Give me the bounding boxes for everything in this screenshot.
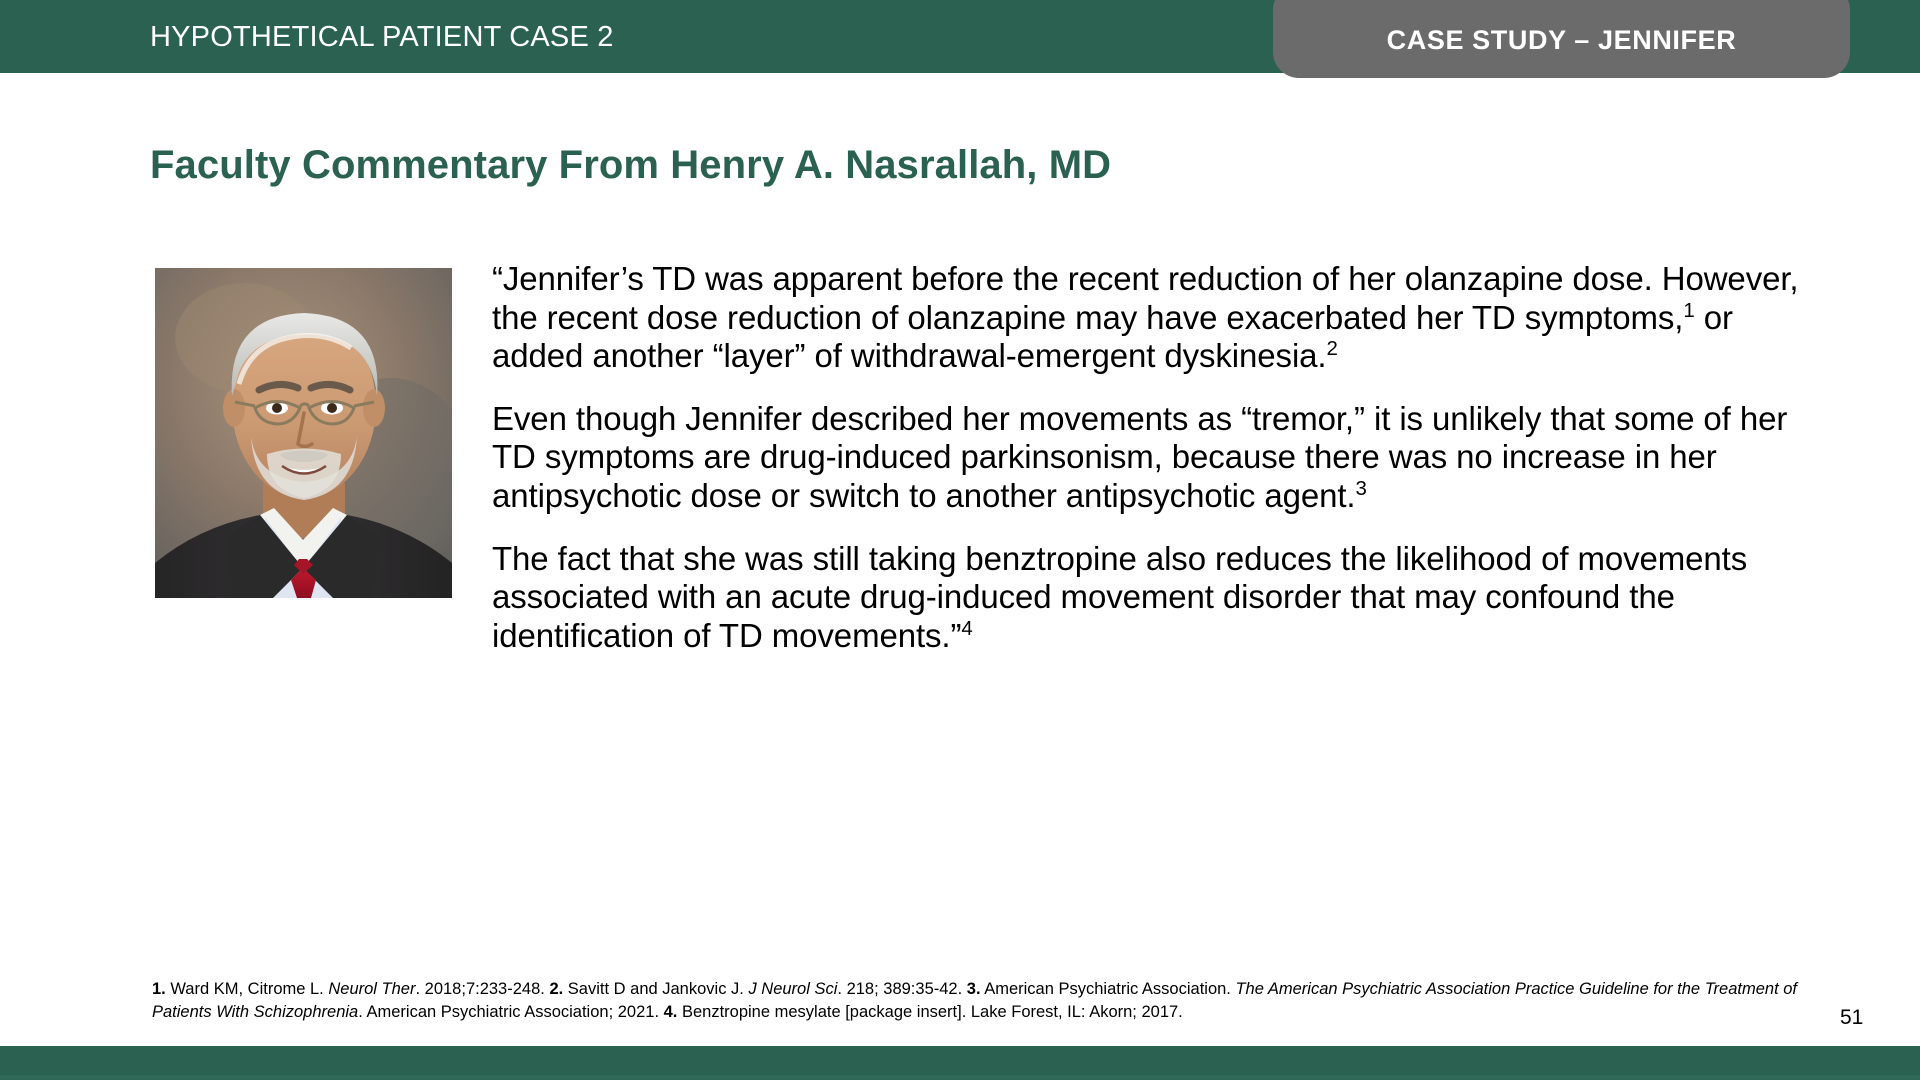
page-title: Faculty Commentary From Henry A. Nasrallah, MD [150,143,1112,187]
header-eyebrow-label: HYPOTHETICAL PATIENT CASE 2 [150,21,614,53]
case-study-badge [1273,0,1850,78]
reference-1-authors: Ward KM, Citrome L. [165,980,329,998]
footer-bar [0,1046,1920,1080]
references-block [152,978,1812,1025]
reference-3-journal: The American Psychiatric Association Practice Guideline for the Treatment of Patients With Schizophrenia [152,980,1798,1022]
commentary-p2-text-a: Even though Jennifer described her movements as “tremor,” it is unlikely that some of her TD symptoms are drug-induced parkinsonism, because there was no increase in her antipsychotic dose or switch to another antipsychotic agent. [492,399,1788,515]
reference-3-citation: . American Psychiatric Association; 2021. [358,1003,664,1022]
footnote-marker-3: 3 [1355,477,1367,501]
footer-bar-accent [0,1075,1920,1080]
reference-4-number: 4. [663,1003,678,1022]
faculty-headshot-photo [155,268,452,598]
commentary-paragraph-1 [492,260,1822,376]
reference-2-citation: . 218; 389:35-42. [837,980,967,998]
reference-3-number: 3. [966,980,981,998]
reference-4-citation: Benztropine mesylate [package insert]. Lake Forest, IL: Akorn; 2017. [677,1003,1183,1022]
reference-1-citation: . 2018;7:233-248. [415,980,550,998]
headshot-illustration [155,268,452,598]
reference-1-journal: Neurol Ther [328,980,416,998]
reference-3-authors: American Psychiatric Association. [980,980,1236,998]
footnote-marker-1: 1 [1683,298,1695,322]
commentary-p1-text-b: or added another “layer” of withdrawal-emergent dyskinesia. [492,298,1733,375]
footnote-marker-4: 4 [961,616,973,640]
commentary-p3-text-a: The fact that she was still taking benztropine also reduces the likelihood of movements associated with an acute drug-induced movement disorder that may confound the identification of TD movements.” [492,539,1748,654]
page-number: 51 [1840,1006,1864,1029]
reference-2-authors: Savitt D and Jankovic J. [563,980,749,998]
footnote-marker-2: 2 [1326,337,1338,361]
commentary-paragraph-3 [492,540,1822,656]
case-study-badge-label: CASE STUDY – JENNIFER [1386,25,1737,55]
reference-2-number: 2. [549,980,564,998]
faculty-commentary-text [492,260,1822,655]
commentary-paragraph-2 [492,400,1822,516]
reference-1-number: 1. [152,980,166,998]
commentary-p1-text-a: “Jennifer’s TD was apparent before the recent reduction of her olanzapine dose. However, the recent dose reduction of olanzapine may have exacerbated her TD symptoms, [492,260,1799,336]
reference-2-journal: J Neurol Sci [748,980,838,998]
